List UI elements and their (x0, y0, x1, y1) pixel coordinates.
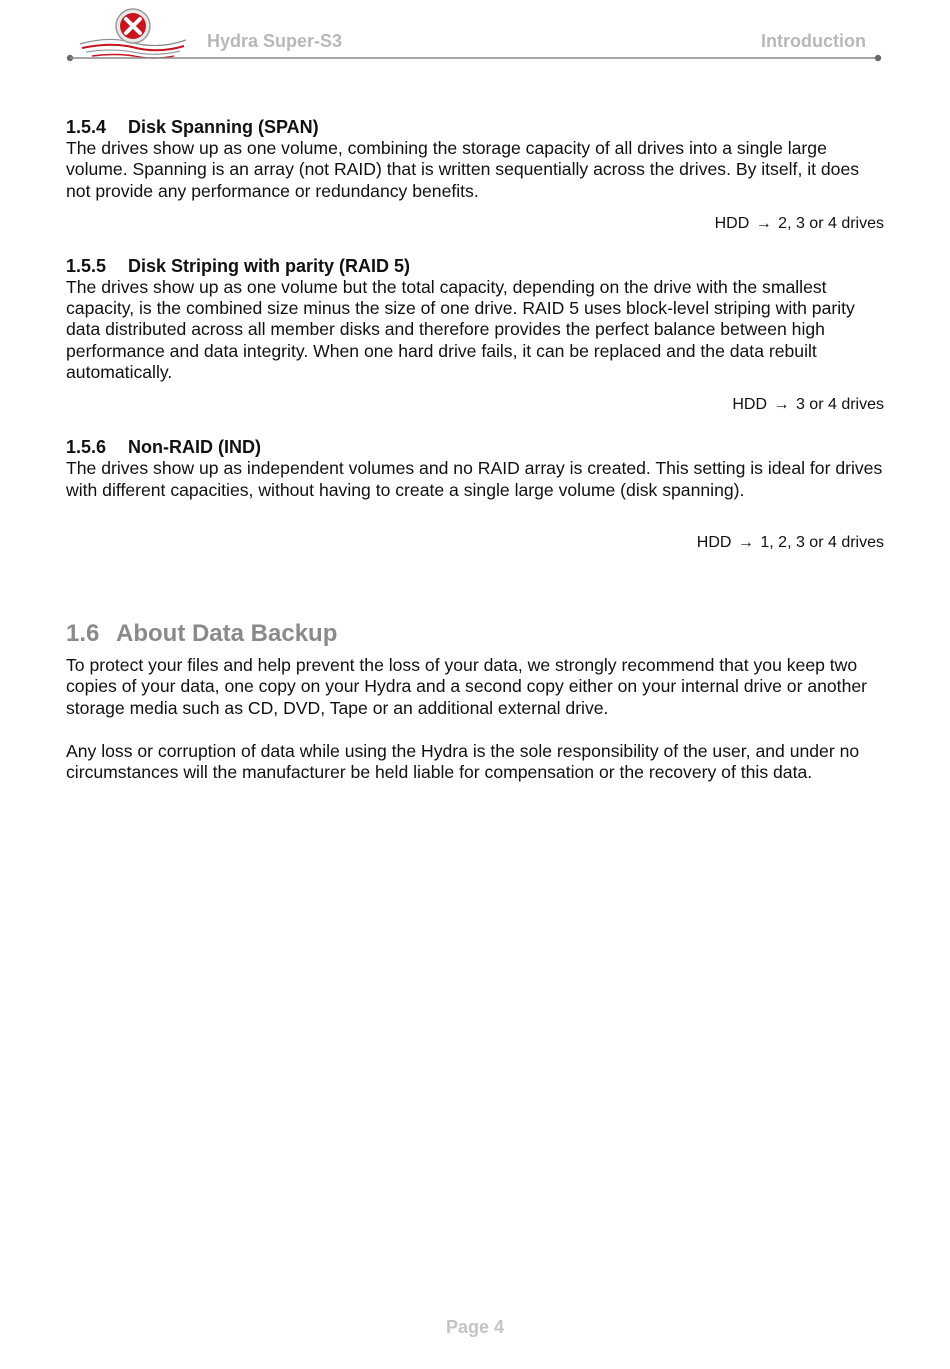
arrow-right-icon: → (737, 533, 754, 551)
drive-requirement (66, 214, 884, 234)
header-product-title: Hydra Super-S3 (207, 31, 343, 51)
drive-count: 1, 2, 3 or 4 drives (760, 533, 884, 551)
section-number: 1.6 (66, 619, 100, 647)
subsection-raid5 (66, 255, 884, 415)
subsection-non-raid (66, 436, 884, 553)
subsection-heading (66, 255, 884, 277)
drive-count: 2, 3 or 4 drives (778, 214, 884, 232)
drive-requirement (66, 533, 884, 553)
drive-prefix: HDD (714, 214, 750, 232)
subsection-heading (66, 436, 884, 458)
subsection-disk-spanning (66, 116, 884, 234)
drive-count: 3 or 4 drives (795, 396, 884, 414)
subsection-number: 1.5.5 (66, 255, 107, 276)
backup-paragraph-1: To protect your files and help prevent the loss of your data, we strongly recommend that you keep two copies of your data, one copy on your Hydra and a second copy either on your internal drive or another storage media such as CD, DVD, Tape or an additional external drive. (66, 654, 867, 718)
subsection-body: The drives show up as one volume, combining the storage capacity of all drives into a single large volume. Spanning is an array (not RAID) that is written sequentially across the drives. By itself, it does not provide any performance or redundancy benefits. (66, 138, 860, 201)
subsection-number: 1.5.4 (66, 117, 107, 137)
arrow-right-icon: → (773, 396, 790, 414)
page-header (0, 0, 950, 70)
page-number: Page 4 (445, 1317, 505, 1337)
subsection-title: Disk Spanning (SPAN) (128, 117, 319, 137)
drive-prefix: HDD (732, 396, 768, 414)
page-content (66, 116, 884, 783)
drive-requirement (66, 395, 884, 415)
header-divider (66, 54, 882, 62)
subsection-title: Disk Striping with parity (RAID 5) (128, 255, 411, 276)
backup-paragraph-2: Any loss or corruption of data while using the Hydra is the sole responsibility of the user, and under no circumstances will the manufacturer be held liable for compensation or the recovery of this data. (66, 740, 860, 783)
section-heading-data-backup (66, 619, 884, 649)
subsection-heading (66, 116, 884, 138)
section-title: About Data Backup (116, 619, 338, 647)
subsection-body: The drives show up as independent volumes and no RAID array is created. This setting is ideal for drives with different capacities, without having to create a single large volume (disk spanning). (66, 458, 883, 500)
arrow-right-icon: → (755, 214, 772, 232)
header-section-title: Introduction (761, 31, 866, 51)
subsection-body: The drives show up as one volume but the total capacity, depending on the drive with the smallest capacity, is the combined size minus the size of one drive. RAID 5 uses block-level striping with parity data distributed across all member disks and therefore provides the perfect balance between high performance and data integrity. When one hard drive fails, it can be replaced and the data rebuilt automatically. (66, 276, 855, 383)
subsection-number: 1.5.6 (66, 437, 107, 458)
subsection-title: Non-RAID (IND) (128, 437, 261, 458)
drive-prefix: HDD (696, 533, 732, 551)
